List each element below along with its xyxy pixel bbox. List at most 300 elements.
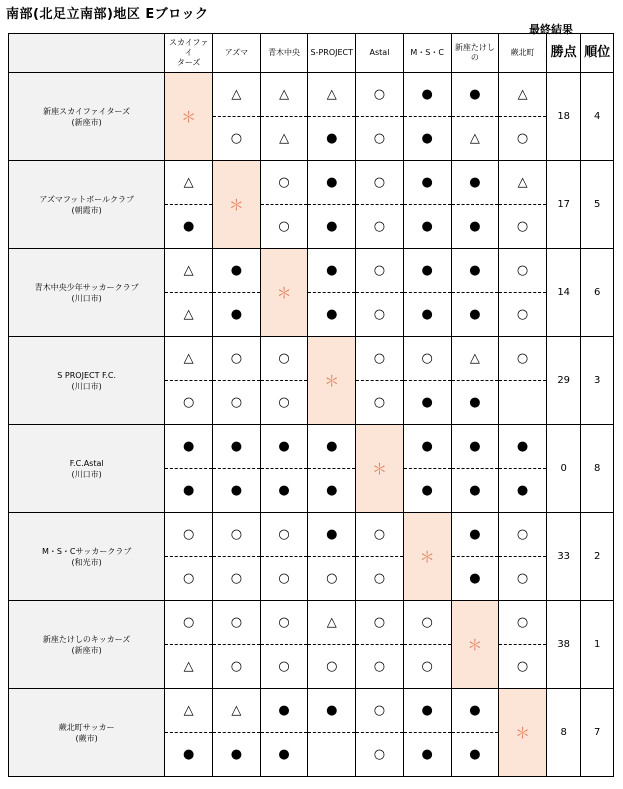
team-city: (川口市) [71, 469, 102, 479]
result-mark: ● [421, 131, 433, 146]
result-cell [213, 337, 261, 381]
result-mark: ○ [373, 351, 386, 366]
result-mark: ○ [278, 659, 290, 674]
result-cell [308, 73, 356, 117]
points-cell: 33 [546, 513, 581, 601]
result-cell [260, 337, 308, 381]
result-mark: ○ [182, 571, 195, 586]
result-mark: △ [183, 263, 194, 278]
result-mark: ○ [373, 263, 386, 278]
result-cell [213, 425, 261, 469]
team-row-leg1 [9, 161, 614, 205]
result-cell [356, 337, 404, 381]
result-mark: ● [230, 263, 243, 278]
result-mark: ● [326, 219, 338, 234]
team-name-cell [9, 601, 165, 689]
result-mark: △ [469, 131, 480, 146]
result-mark: ● [469, 395, 481, 410]
result-cell [499, 337, 547, 381]
result-cell [165, 381, 213, 425]
result-mark: ● [326, 439, 338, 454]
self-mark: ＊ [276, 284, 292, 302]
result-mark: ● [469, 87, 481, 102]
result-cell [451, 689, 499, 733]
result-cell [213, 293, 261, 337]
rank-cell: 1 [581, 601, 614, 689]
result-mark: ● [182, 483, 195, 498]
result-cell [213, 645, 261, 689]
result-mark: △ [469, 351, 480, 366]
result-mark: ● [278, 483, 290, 498]
result-mark: ○ [516, 307, 529, 322]
result-cell [213, 733, 261, 777]
result-cell [499, 205, 547, 249]
result-cell [308, 645, 356, 689]
result-mark: ● [421, 703, 433, 718]
result-cell [165, 425, 213, 469]
opponent-header: スカイファイ ターズ [165, 34, 213, 73]
team-row-leg1 [9, 689, 614, 733]
result-mark: ○ [516, 571, 529, 586]
result-mark: ● [421, 747, 433, 762]
result-cell [451, 733, 499, 777]
result-cell [356, 117, 404, 161]
self-match-cell [499, 689, 547, 777]
team-name-cell [9, 689, 165, 777]
result-cell [403, 425, 451, 469]
result-cell [403, 293, 451, 337]
result-mark: ● [421, 307, 433, 322]
team-name: アズマフットボールクラブ [39, 194, 134, 204]
result-mark: △ [183, 659, 194, 674]
result-mark: ● [230, 307, 243, 322]
opponent-header: アズマ [213, 34, 261, 73]
result-cell [356, 205, 404, 249]
result-mark: ○ [230, 615, 243, 630]
team-row-leg1 [9, 249, 614, 293]
result-mark: ○ [516, 659, 529, 674]
team-name: F.C.Astal [69, 458, 104, 468]
result-mark: ○ [326, 571, 338, 586]
result-mark: △ [517, 175, 528, 190]
result-mark: ○ [373, 615, 386, 630]
result-cell [499, 425, 547, 469]
opponent-header: 新座たけしの [451, 34, 499, 73]
result-mark: ● [469, 175, 481, 190]
rank-header: 順位 [581, 34, 614, 73]
result-cell [403, 601, 451, 645]
result-mark: ○ [516, 219, 529, 234]
result-mark: ● [326, 175, 338, 190]
team-row-leg1 [9, 73, 614, 117]
result-mark: ● [182, 747, 195, 762]
result-cell [308, 689, 356, 733]
points-cell: 14 [546, 249, 581, 337]
result-cell [499, 293, 547, 337]
result-mark: ○ [278, 615, 290, 630]
result-cell [499, 161, 547, 205]
team-name-cell [9, 337, 165, 425]
team-name: M・S・Cサッカークラブ [41, 546, 132, 556]
result-mark: ● [421, 395, 433, 410]
team-row-leg1 [9, 513, 614, 557]
result-cell [308, 205, 356, 249]
result-mark: △ [183, 307, 194, 322]
result-mark: ○ [373, 307, 386, 322]
result-cell [213, 381, 261, 425]
opponent-header: 青木中央 [260, 34, 308, 73]
result-cell [213, 557, 261, 601]
result-cell [213, 601, 261, 645]
result-cell [308, 293, 356, 337]
result-mark: ● [469, 527, 481, 542]
rank-cell: 8 [581, 425, 614, 513]
result-cell [213, 73, 261, 117]
result-mark: ● [326, 263, 338, 278]
rank-cell: 7 [581, 689, 614, 777]
result-cell [356, 689, 404, 733]
team-city: (川口市) [71, 381, 102, 391]
self-match-cell [165, 73, 213, 161]
team-name-cell [9, 73, 165, 161]
result-mark: ○ [278, 175, 290, 190]
self-mark: ＊ [419, 548, 435, 566]
result-mark: ○ [421, 659, 433, 674]
team-city: (朝霞市) [71, 205, 102, 215]
result-mark: ○ [182, 527, 195, 542]
result-cell [451, 557, 499, 601]
result-mark: ● [421, 483, 433, 498]
result-mark: △ [326, 615, 337, 630]
result-cell [308, 469, 356, 513]
points-cell: 18 [546, 73, 581, 161]
result-cell [356, 161, 404, 205]
team-name-cell [9, 249, 165, 337]
result-cell [499, 117, 547, 161]
result-cell [499, 249, 547, 293]
result-mark: ● [230, 747, 243, 762]
result-cell [356, 73, 404, 117]
result-mark: ○ [230, 395, 243, 410]
result-mark: ○ [278, 219, 290, 234]
result-cell [499, 601, 547, 645]
result-mark: ● [278, 703, 290, 718]
team-row-leg1 [9, 425, 614, 469]
result-cell [165, 337, 213, 381]
result-mark: ● [230, 439, 243, 454]
result-cell [165, 161, 213, 205]
result-cell [213, 117, 261, 161]
result-mark: ○ [373, 175, 386, 190]
result-cell [260, 513, 308, 557]
result-cell [165, 601, 213, 645]
result-cell [356, 249, 404, 293]
result-cell [499, 645, 547, 689]
opponent-header: 蕨北町 [499, 34, 547, 73]
result-cell [165, 469, 213, 513]
self-mark: ＊ [467, 636, 483, 654]
result-cell [165, 689, 213, 733]
team-city: (蕨市) [75, 733, 98, 743]
points-cell: 0 [546, 425, 581, 513]
result-cell [451, 73, 499, 117]
result-mark: ● [469, 307, 481, 322]
result-cell [308, 557, 356, 601]
final-results-label: 最終結果 [529, 23, 573, 36]
result-mark: △ [279, 131, 290, 146]
result-mark: △ [231, 703, 242, 718]
result-cell [165, 513, 213, 557]
team-name-cell [9, 513, 165, 601]
result-mark: △ [183, 351, 194, 366]
self-match-cell [260, 249, 308, 337]
result-cell [213, 689, 261, 733]
result-mark: ○ [421, 615, 433, 630]
result-cell [451, 381, 499, 425]
result-mark: △ [183, 175, 194, 190]
league-table [8, 33, 614, 777]
result-mark: ○ [373, 87, 386, 102]
result-mark: ○ [182, 395, 195, 410]
result-mark: ○ [373, 571, 386, 586]
result-cell [403, 73, 451, 117]
result-mark: ● [326, 131, 338, 146]
self-match-cell [213, 161, 261, 249]
result-cell [451, 513, 499, 557]
result-mark: ● [326, 307, 338, 322]
result-cell [499, 469, 547, 513]
team-name: 新座たけしのキッカーズ [42, 634, 131, 644]
result-cell [403, 117, 451, 161]
team-city: (川口市) [71, 293, 102, 303]
result-cell [308, 513, 356, 557]
result-mark: ○ [516, 527, 529, 542]
result-mark: ○ [373, 131, 386, 146]
result-cell [356, 513, 404, 557]
result-mark: ● [516, 483, 529, 498]
self-mark: ＊ [324, 372, 340, 390]
result-mark: ○ [230, 659, 243, 674]
points-cell: 8 [546, 689, 581, 777]
result-cell [308, 733, 356, 777]
team-city: (和光市) [71, 557, 102, 567]
result-mark: ○ [278, 351, 290, 366]
result-mark: ● [278, 747, 290, 762]
result-cell [499, 557, 547, 601]
result-mark: ● [182, 439, 195, 454]
result-cell [451, 117, 499, 161]
result-cell [165, 557, 213, 601]
result-mark: ○ [230, 571, 243, 586]
points-cell: 29 [546, 337, 581, 425]
result-mark: ● [326, 703, 338, 718]
result-cell [356, 733, 404, 777]
result-mark: ○ [516, 615, 529, 630]
result-mark: ○ [373, 747, 386, 762]
result-mark: △ [517, 87, 528, 102]
self-match-cell [356, 425, 404, 513]
result-cell [356, 381, 404, 425]
rank-cell: 4 [581, 73, 614, 161]
result-cell [499, 513, 547, 557]
team-name: 青木中央少年サッカークラブ [34, 282, 139, 292]
result-cell [451, 337, 499, 381]
self-match-cell [308, 337, 356, 425]
result-mark: ● [469, 439, 481, 454]
self-match-cell [451, 601, 499, 689]
points-cell: 38 [546, 601, 581, 689]
result-cell [499, 73, 547, 117]
result-cell [165, 645, 213, 689]
result-cell [403, 381, 451, 425]
team-city: (新座市) [71, 645, 102, 655]
result-cell [260, 557, 308, 601]
result-cell [260, 73, 308, 117]
corner-cell [9, 34, 165, 73]
result-mark: ● [469, 483, 481, 498]
result-cell [308, 249, 356, 293]
result-cell [260, 161, 308, 205]
self-mark: ＊ [181, 108, 197, 126]
result-mark: ○ [516, 263, 529, 278]
result-mark: ○ [373, 395, 386, 410]
result-cell [403, 645, 451, 689]
result-cell [403, 249, 451, 293]
result-mark: ○ [373, 659, 386, 674]
result-mark: ○ [230, 131, 243, 146]
team-name-cell [9, 161, 165, 249]
result-cell [260, 733, 308, 777]
rank-cell: 6 [581, 249, 614, 337]
result-mark: ● [421, 263, 433, 278]
result-cell [451, 205, 499, 249]
result-cell [260, 689, 308, 733]
result-cell [451, 161, 499, 205]
result-mark: ○ [421, 351, 433, 366]
team-row-leg1 [9, 337, 614, 381]
result-mark: ● [421, 175, 433, 190]
result-mark: △ [231, 87, 242, 102]
result-cell [403, 205, 451, 249]
team-name: 新座スカイファイターズ [43, 106, 131, 116]
team-name: 蕨北町サッカー [58, 722, 115, 732]
result-mark: ○ [516, 131, 529, 146]
result-mark: ● [326, 483, 338, 498]
result-mark: ○ [182, 615, 195, 630]
result-mark: ● [421, 87, 433, 102]
result-cell [403, 337, 451, 381]
points-header: 勝点 [546, 34, 581, 73]
result-mark: ○ [373, 527, 386, 542]
self-match-cell [403, 513, 451, 601]
result-cell [308, 425, 356, 469]
result-mark: ● [469, 703, 481, 718]
result-mark: ● [469, 571, 481, 586]
page-title: 南部(北足立南部)地区 Eブロック [6, 7, 209, 22]
result-cell [260, 117, 308, 161]
result-cell [308, 117, 356, 161]
result-mark: ○ [278, 395, 290, 410]
result-cell [403, 689, 451, 733]
result-mark: ○ [326, 659, 338, 674]
opponent-header: Astal [356, 34, 404, 73]
result-cell [451, 469, 499, 513]
result-mark: ● [469, 263, 481, 278]
rank-cell: 5 [581, 161, 614, 249]
result-mark: ● [230, 483, 243, 498]
result-mark: ○ [278, 527, 290, 542]
self-mark: ＊ [371, 460, 387, 478]
result-cell [260, 469, 308, 513]
self-mark: ＊ [228, 196, 244, 214]
result-cell [260, 425, 308, 469]
result-cell [213, 513, 261, 557]
result-cell [356, 601, 404, 645]
opponent-header: S-PROJECT [308, 34, 356, 73]
result-cell [165, 293, 213, 337]
result-mark: △ [183, 703, 194, 718]
result-cell [403, 469, 451, 513]
opponent-header: M・S・C [403, 34, 451, 73]
team-row-leg1 [9, 601, 614, 645]
result-mark: ● [516, 439, 529, 454]
result-mark: △ [326, 87, 337, 102]
result-cell [403, 733, 451, 777]
result-mark: ○ [516, 351, 529, 366]
result-mark: △ [279, 87, 290, 102]
result-cell [308, 161, 356, 205]
self-mark: ＊ [515, 724, 531, 742]
result-mark: ○ [373, 219, 386, 234]
result-cell [165, 733, 213, 777]
rank-cell: 2 [581, 513, 614, 601]
rank-cell: 3 [581, 337, 614, 425]
result-cell [356, 293, 404, 337]
result-mark: ○ [278, 571, 290, 586]
team-name: S PROJECT F.C. [57, 370, 117, 380]
result-mark: ● [469, 219, 481, 234]
result-mark: ● [469, 747, 481, 762]
result-mark: ○ [373, 703, 386, 718]
result-cell [356, 557, 404, 601]
result-cell [451, 293, 499, 337]
points-cell: 17 [546, 161, 581, 249]
result-mark: ● [182, 219, 195, 234]
result-mark: ● [326, 527, 338, 542]
result-mark: ● [278, 439, 290, 454]
result-cell [499, 381, 547, 425]
result-cell [403, 161, 451, 205]
result-cell [308, 601, 356, 645]
result-mark: ○ [230, 527, 243, 542]
result-mark: ● [421, 219, 433, 234]
result-mark: ○ [230, 351, 243, 366]
result-cell [260, 645, 308, 689]
result-cell [165, 249, 213, 293]
header-row [9, 34, 614, 73]
result-cell [213, 249, 261, 293]
result-mark: ● [421, 439, 433, 454]
result-cell [356, 645, 404, 689]
result-cell [213, 469, 261, 513]
result-cell [260, 601, 308, 645]
result-cell [451, 425, 499, 469]
result-cell [451, 249, 499, 293]
result-cell [260, 381, 308, 425]
result-cell [165, 205, 213, 249]
team-name-cell [9, 425, 165, 513]
result-cell [260, 205, 308, 249]
